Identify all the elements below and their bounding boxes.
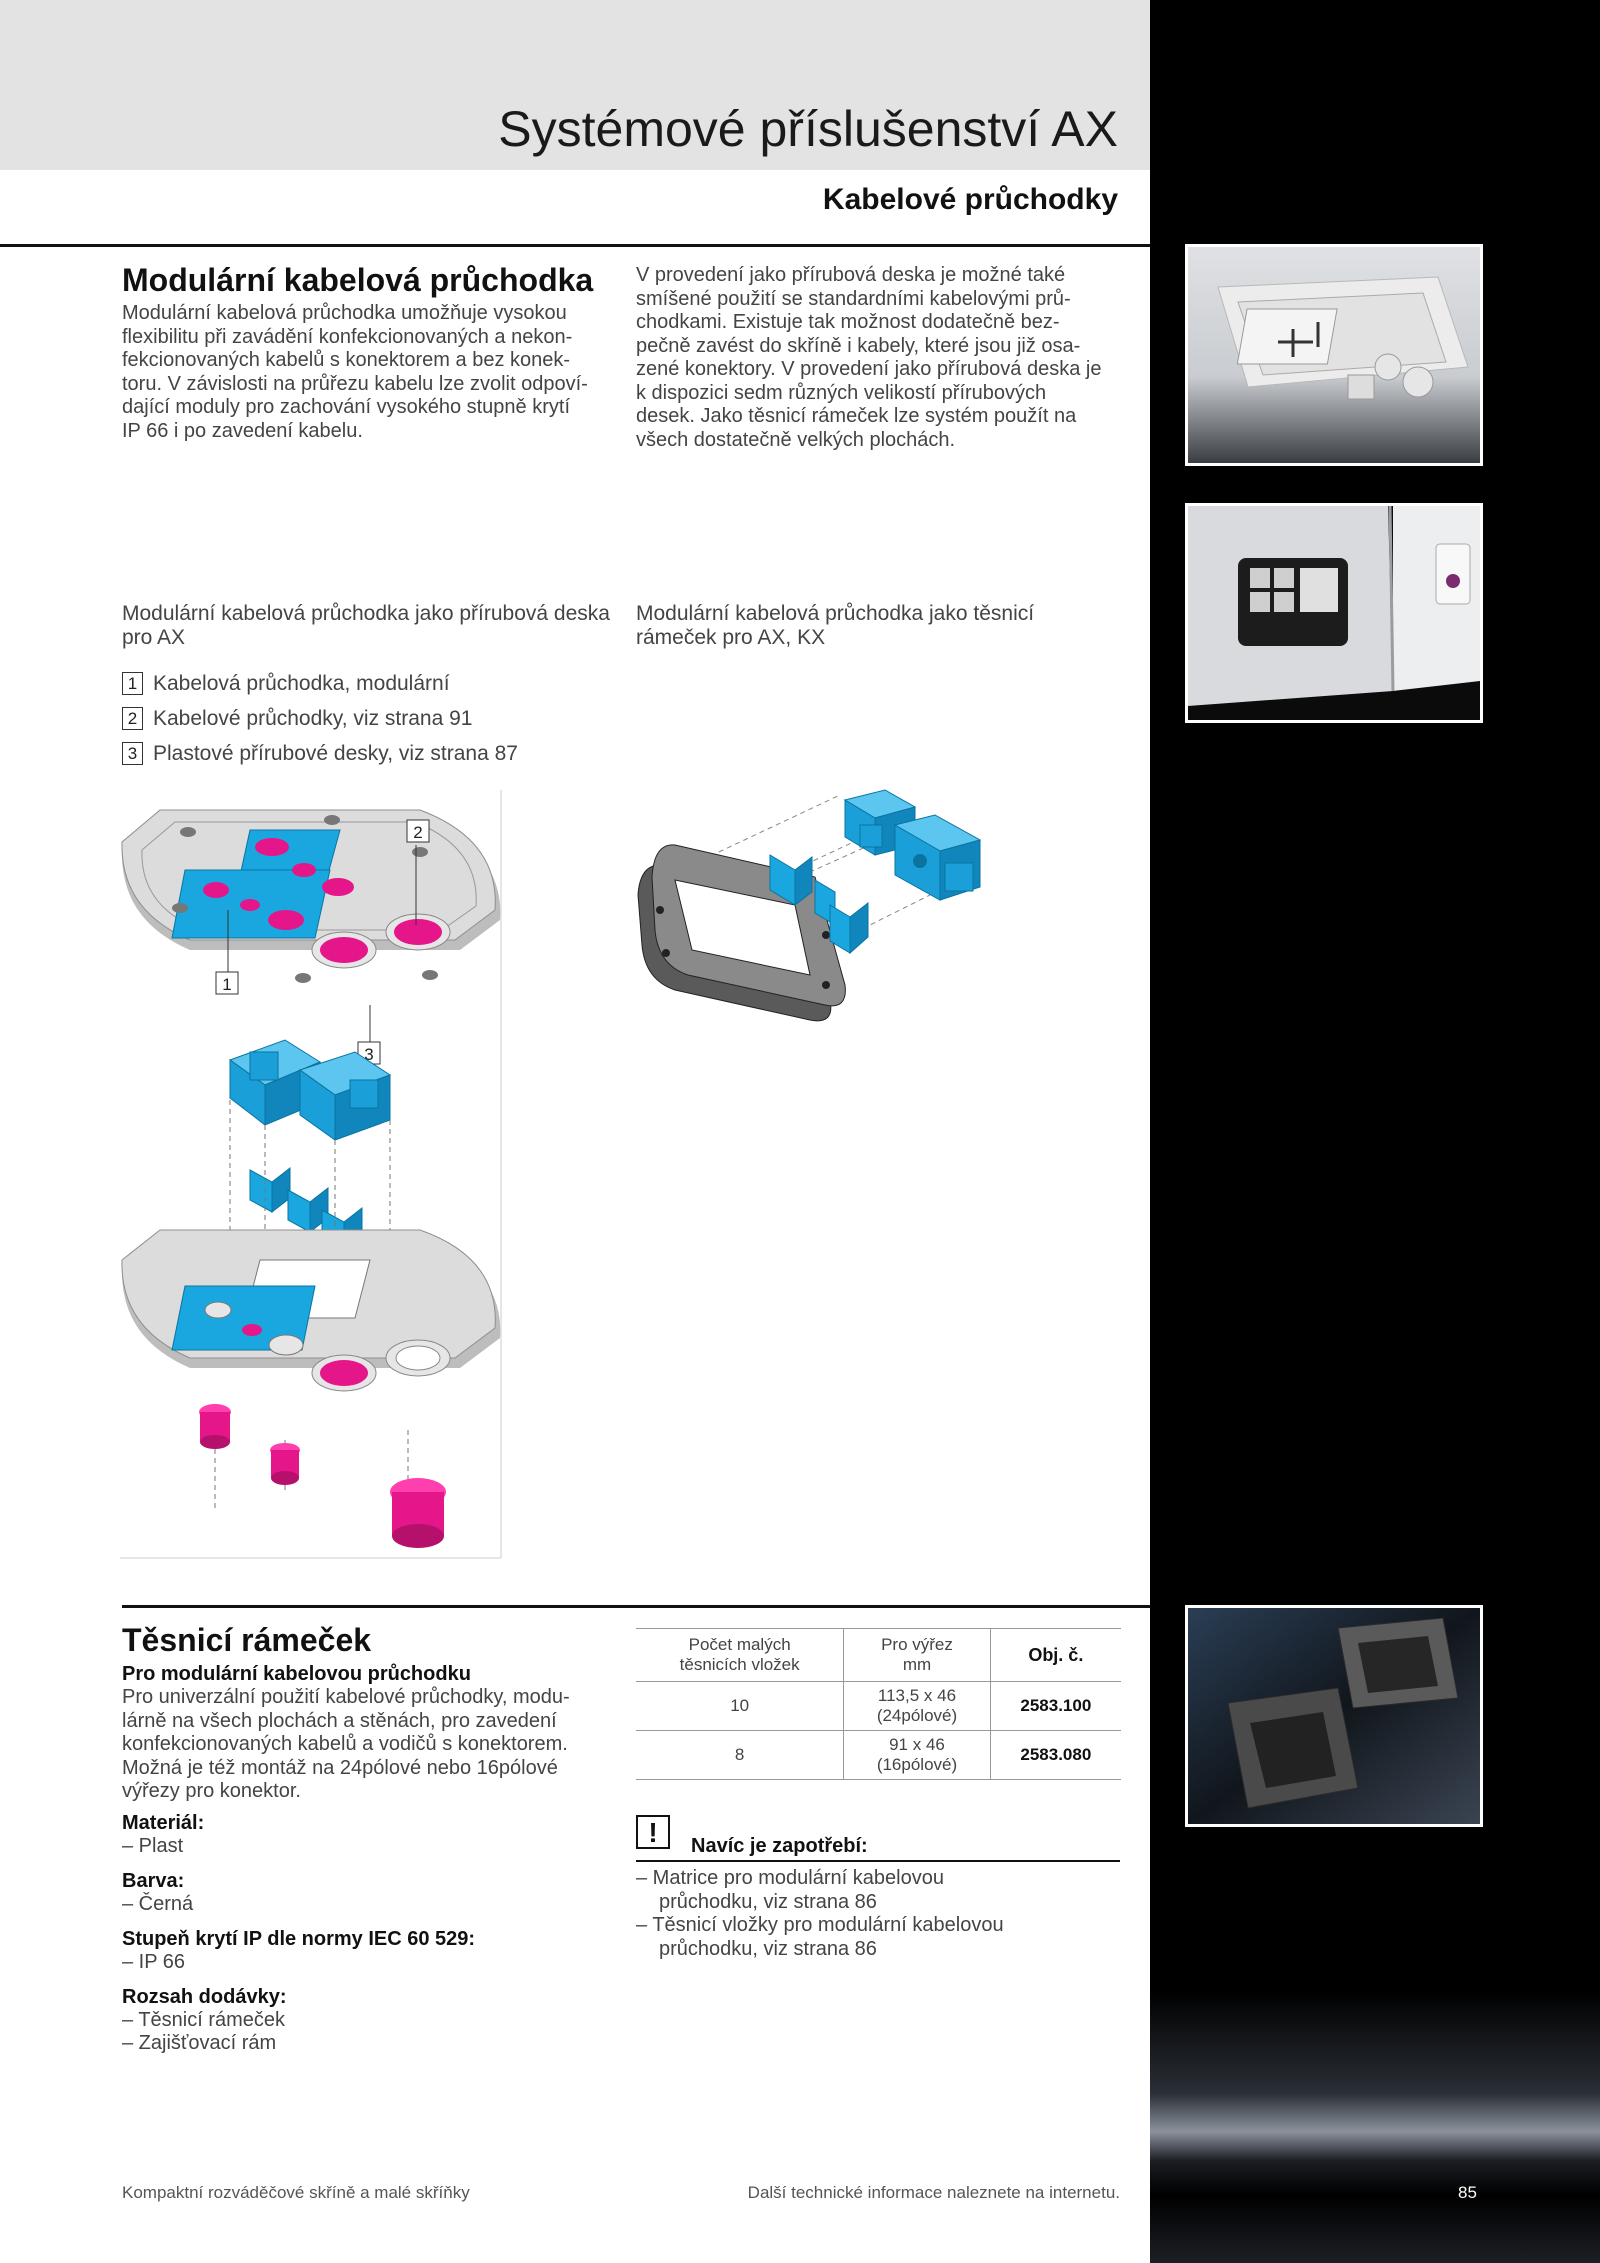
required-item: – Matrice pro modulární kabelovou průchodku, viz strana 86 (636, 1867, 944, 1913)
diagram-flange-plate (120, 790, 505, 1560)
spec-label: Stupeň krytí IP dle normy IEC 60 529: (122, 1928, 476, 1950)
caption-seal-frame: Modulární kabelová průchodka jako těsnicí rámeček pro AX, KX (636, 602, 1035, 649)
seal-modules (845, 790, 980, 900)
footer-center: Další technické informace naleznete na internetu. (747, 2183, 1120, 2202)
spec-value: – Černá (122, 1893, 194, 1915)
cable-glands (199, 1404, 446, 1548)
intro-heading: Modulární kabelová průchodka (122, 262, 594, 298)
col-header-order: Obj. č. (990, 1629, 1121, 1682)
spec-label: Barva: (122, 1870, 185, 1892)
flange-plate-open (122, 1230, 500, 1391)
required-list (636, 1867, 1120, 1961)
table-row: 10 113,5 x 46 (24pólové) 2583.100 (636, 1682, 1121, 1731)
photo-seal-frame-mounted (1185, 503, 1483, 723)
intro-right-text: V provedení jako přírubová deska je možné také smíšené použití se standardními kabelovými prů- chodkami. Existuje tak možnost dodatečně bez- pečně zavést do skříně i kabely, které jsou již osa- zené konektory. V provedení jako přírubová deska je k dispozici sedm různých velikostí přírubových desek. Jako těsnicí rámeček lze systém použít na všech dostatečně velkých plochách. (636, 264, 1102, 451)
spec-label: Materiál: (122, 1812, 205, 1834)
required-header (636, 1815, 1120, 1857)
callout-2 (407, 820, 429, 842)
legend-item: 2 Kabelové průchodky, viz strana 91 (122, 701, 622, 736)
svg-text:1: 1 (222, 975, 232, 994)
callout-1 (216, 972, 238, 994)
page-number: 85 (1458, 2183, 1477, 2202)
col-header-count: Počet malých těsnicích vložek (679, 1635, 800, 1674)
legend-list (122, 666, 622, 771)
assembled-flange-plate (122, 810, 500, 1045)
required-item: – Těsnicí vložky pro modulární kabelovou průchodku, viz strana 86 (636, 1914, 1004, 1960)
frame-specs (122, 1812, 622, 2055)
spec-value: – Plast (122, 1835, 184, 1857)
svg-text:2: 2 (413, 823, 423, 842)
page-title: Systémové příslušenství AX (498, 101, 1118, 157)
footer-left: Kompaktní rozváděčové skříně a malé skříňky (122, 2183, 470, 2202)
photo-seal-frame-parts (1185, 1605, 1483, 1827)
frame-subheading: Pro modulární kabelovou průchodku (122, 1663, 471, 1685)
frame-heading: Těsnicí rámeček (122, 1622, 372, 1658)
photo-flange-plate (1185, 244, 1483, 466)
frame-description: Pro univerzální použití kabelové průchodky, modu- lárně na všech plochách a stěnách, pro zavedení konfekcionovaných kabelů a vodičů s konektorem. Možná je též montáž na 24pólové nebo 16pólové výřezy pro konektor. (122, 1686, 570, 1802)
col-header-cutout: Pro výřez mm (844, 1629, 990, 1682)
header-rule (0, 244, 1150, 247)
seal-frame-body (638, 845, 845, 1021)
spec-value: – IP 66 (122, 1951, 186, 1973)
spec-label: Rozsah dodávky: (122, 1986, 287, 2008)
required-heading: Navíc je zapotřebí: (691, 1835, 868, 1857)
table-header-row (636, 1629, 1121, 1682)
intro-left-text: Modulární kabelová průchodka umožňuje vysokou flexibilitu při zavádění konfekcionovaných a nekon- fekcionovaných kabelů s konektorem a bez konek- toru. V závislosti na průřezu kabelu lze zvolit odpoví- dající moduly pro zachování vysokého stupně krytí IP 66 i po zavedení kabelu. (122, 302, 588, 442)
section-title: Kabelové průchodky (822, 183, 1118, 216)
order-table (636, 1628, 1121, 1780)
caption-flange-plate: Modulární kabelová průchodka jako přírubová deska pro AX (122, 602, 610, 649)
legend-item: 1 Kabelová průchodka, modulární (122, 666, 622, 701)
spec-value: – Zajišťovací rám (122, 2032, 277, 2054)
section-rule (122, 1605, 1150, 1608)
cyan-modules (230, 1040, 390, 1250)
required-rule (636, 1860, 1120, 1862)
spec-value: – Těsnicí rámeček (122, 2009, 286, 2031)
svg-text:3: 3 (364, 1045, 374, 1064)
table-row: 8 91 x 46 (16pólové) 2583.080 (636, 1731, 1121, 1780)
warning-icon: ! (636, 1815, 670, 1849)
diagram-seal-frame (630, 785, 1010, 1055)
legend-item: 3 Plastové přírubové desky, viz strana 87 (122, 736, 622, 771)
